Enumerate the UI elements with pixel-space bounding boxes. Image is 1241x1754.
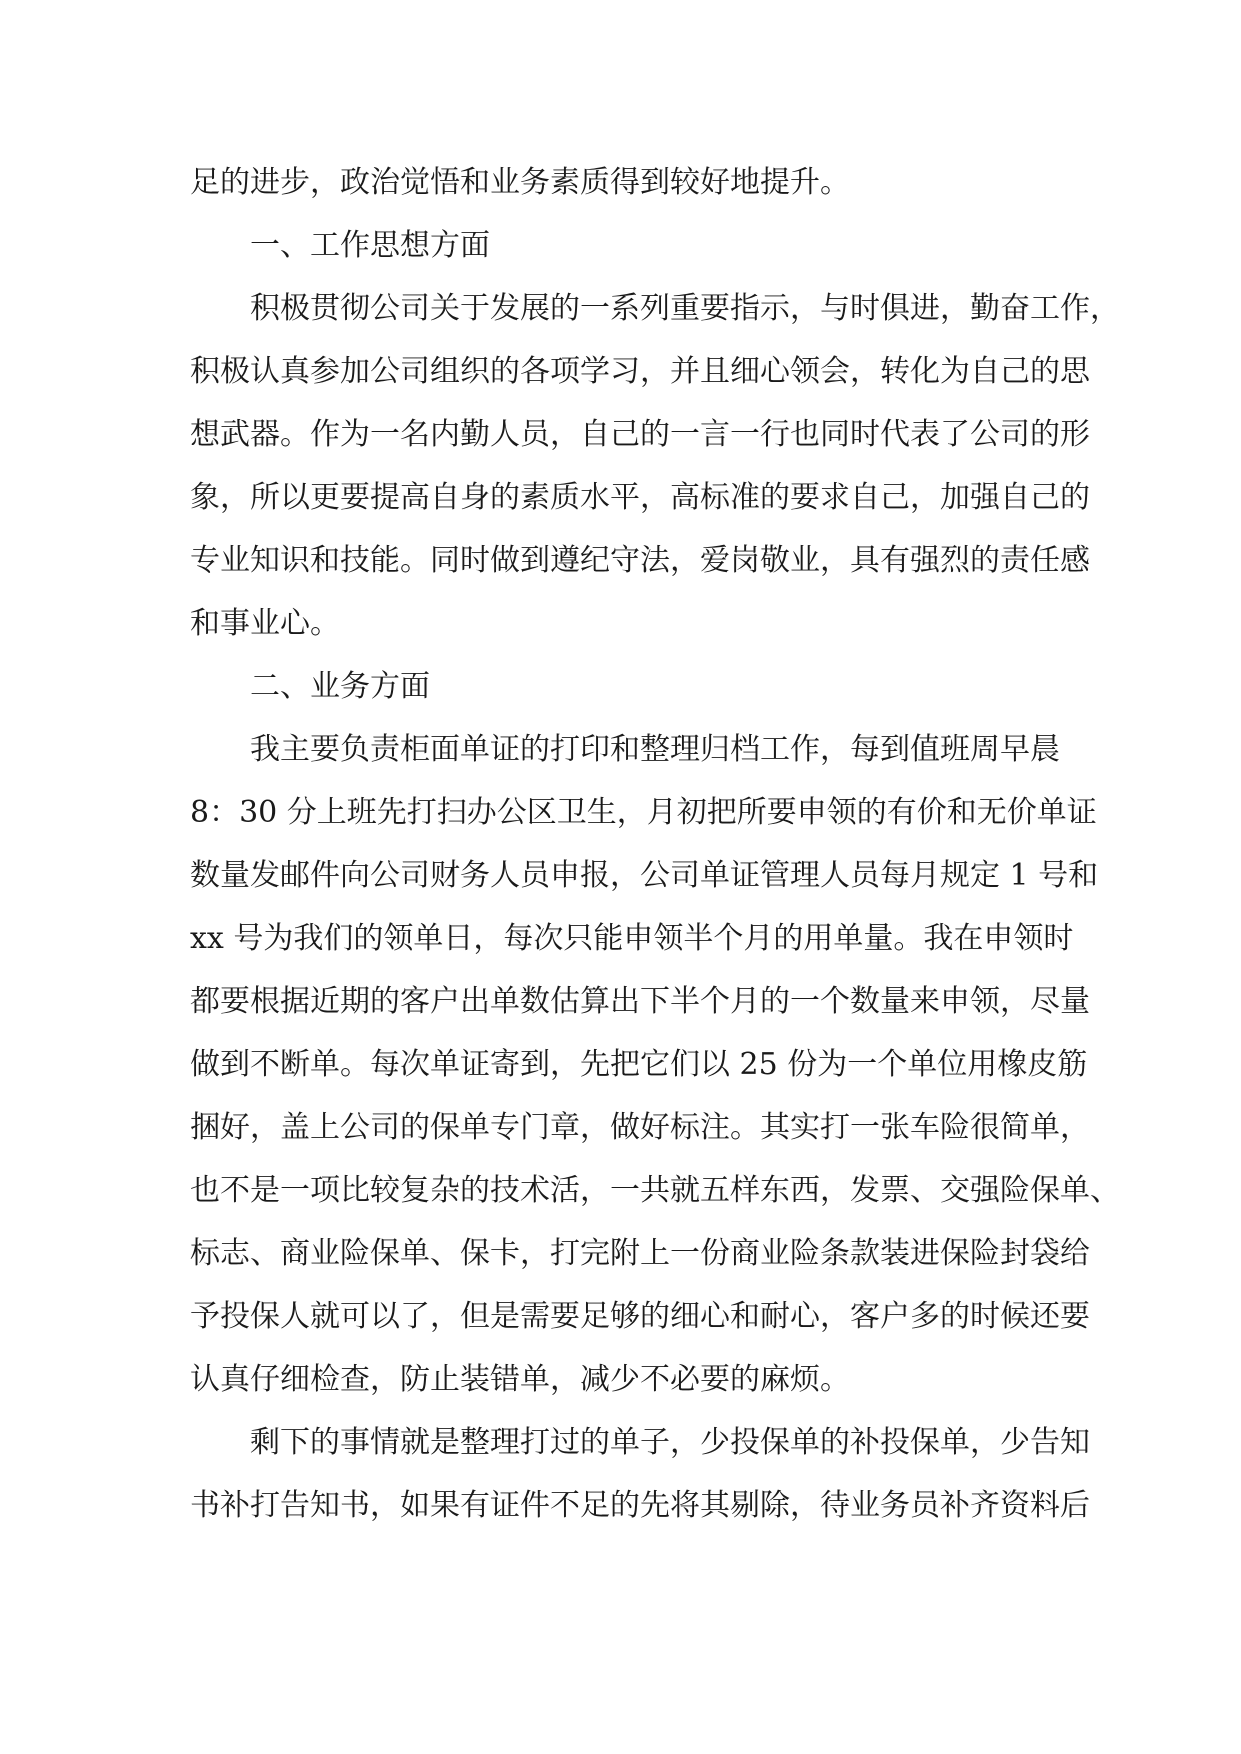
paragraph-line: 剩下的事情就是整理打过的单子，少投保单的补投保单，少告知	[250, 1425, 1090, 1460]
paragraph-line: 也不是一项比较复杂的技术活，一共就五样东西，发票、交强险保单、	[190, 1173, 1120, 1208]
paragraph-line: 积极认真参加公司组织的各项学习，并且细心领会，转化为自己的思	[190, 354, 1090, 389]
paragraph-line: 和事业心。	[190, 606, 340, 641]
paragraph-line: 予投保人就可以了，但是需要足够的细心和耐心，客户多的时候还要	[190, 1299, 1090, 1334]
paragraph-line: 都要根据近期的客户出单数估算出下半个月的一个数量来申领，尽量	[190, 984, 1090, 1019]
paragraph-line: xx 号为我们的领单日，每次只能申领半个月的用单量。我在申领时	[190, 921, 1074, 956]
paragraph-line: 数量发邮件向公司财务人员申报，公司单证管理人员每月规定 1 号和	[190, 858, 1099, 893]
paragraph-line: 我主要负责柜面单证的打印和整理归档工作，每到值班周早晨	[250, 732, 1060, 767]
paragraph-line: 专业知识和技能。同时做到遵纪守法，爱岗敬业，具有强烈的责任感	[190, 543, 1090, 578]
paragraph-line: 象，所以更要提高自身的素质水平，高标准的要求自己，加强自己的	[190, 480, 1090, 515]
paragraph-line: 标志、商业险保单、保卡，打完附上一份商业险条款装进保险封袋给	[190, 1236, 1090, 1271]
paragraph-line: 想武器。作为一名内勤人员，自己的一言一行也同时代表了公司的形	[190, 417, 1090, 452]
paragraph-line: 足的进步，政治觉悟和业务素质得到较好地提升。	[190, 165, 850, 200]
paragraph-line: 书补打告知书，如果有证件不足的先将其剔除，待业务员补齐资料后	[190, 1488, 1090, 1523]
paragraph-line: 积极贯彻公司关于发展的一系列重要指示，与时俱进，勤奋工作，	[250, 291, 1120, 326]
paragraph-line: 认真仔细检查，防止装错单，减少不必要的麻烦。	[190, 1362, 850, 1397]
section-heading: 二、业务方面	[250, 669, 430, 704]
paragraph-line: 8：30 分上班先打扫办公区卫生，月初把所要申领的有价和无价单证	[190, 795, 1097, 830]
paragraph-line: 捆好，盖上公司的保单专门章，做好标注。其实打一张车险很简单，	[190, 1110, 1090, 1145]
paragraph-line: 做到不断单。每次单证寄到，先把它们以 25 份为一个单位用橡皮筋	[190, 1047, 1088, 1082]
section-heading: 一、工作思想方面	[250, 228, 490, 263]
